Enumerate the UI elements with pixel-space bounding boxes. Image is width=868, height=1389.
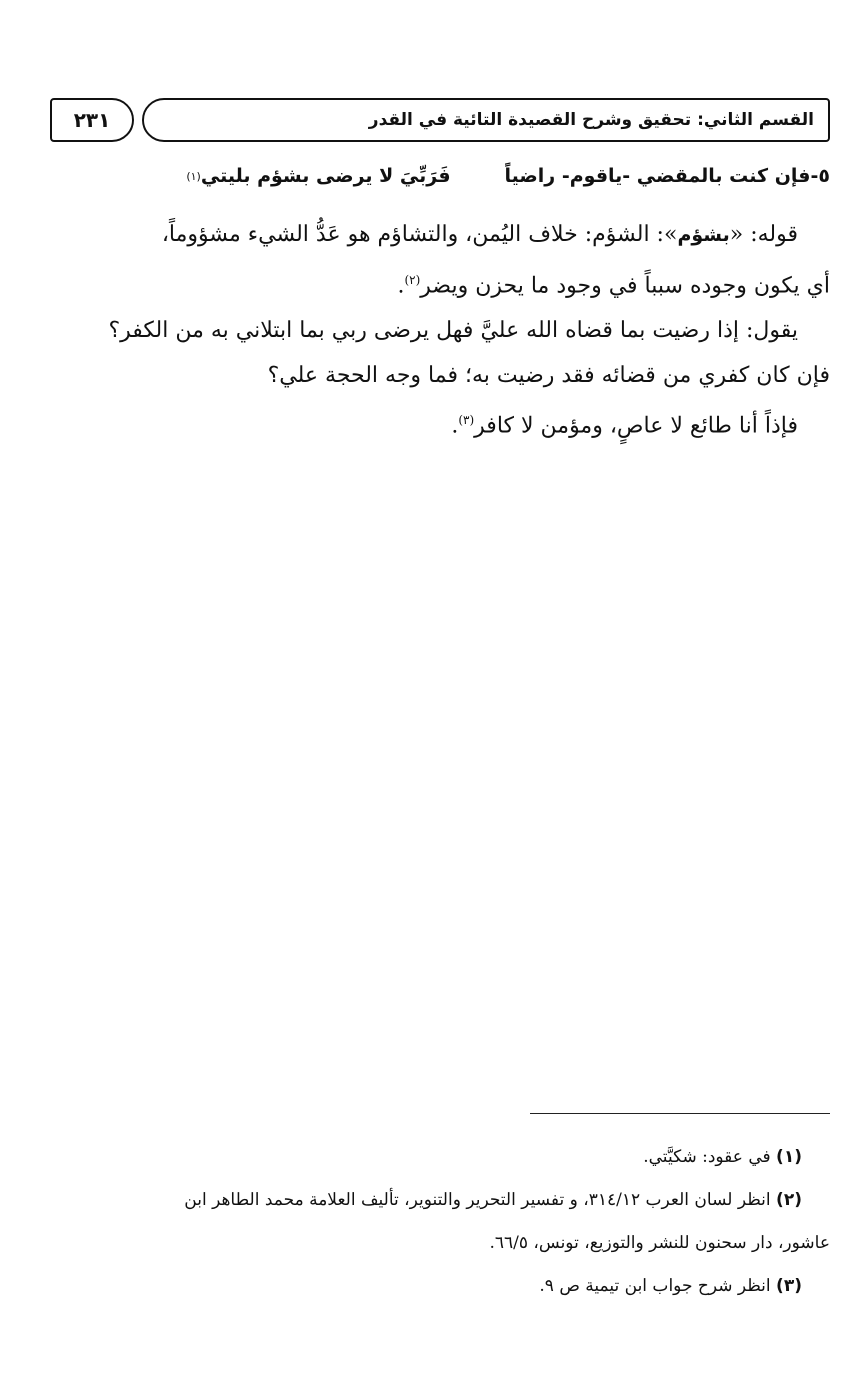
p1-term: بشؤم [677, 224, 730, 246]
verse-line [38, 158, 830, 194]
footnote-3 [38, 1265, 830, 1308]
p2-text: أي يكون وجوده سبباً في وجود ما يحزن ويضر [420, 273, 830, 299]
paragraph-1 [38, 212, 830, 258]
paragraph-2: يقول: إذا رضيت بما قضاه الله عليَّ فهل يرضى ربي بما ابتلاني به من الكفر؟ [108, 318, 798, 344]
p2-end: . [397, 273, 405, 299]
p1-prefix: قوله: « [729, 222, 798, 247]
p1-rest: »: الشؤم: خلاف اليُمن، والتشاؤم هو عَدُّ الشيء مشؤوماً، [161, 222, 678, 247]
page-number: ٢٣١ [73, 108, 111, 132]
footnote-text: انظر لسان العرب ٣١٤/١٢، و تفسير التحرير والتنوير، تأليف العلامة محمد الطاهر ابن [184, 1190, 771, 1210]
footnote-number: (٣) [776, 1276, 802, 1296]
p5-text: فإذاً أنا طائع لا عاصٍ، ومؤمن لا كافر [474, 413, 798, 439]
footnote-2 [38, 1179, 830, 1222]
footnotes [38, 1136, 830, 1308]
body-text [38, 212, 830, 449]
footnote-2-cont [38, 1222, 830, 1265]
footnote-text: عاشور، دار سحنون للنشر والتوزيع، تونس، ٦٦/٥. [489, 1233, 830, 1253]
footnote-ref-2: (٢) [404, 273, 421, 287]
footnote-ref-1: (١) [186, 169, 201, 183]
footnote-number: (١) [776, 1147, 802, 1167]
running-title: القسم الثاني: تحقيق وشرح القصيدة التائية في القدر [368, 110, 814, 130]
page-number-frame [50, 98, 134, 142]
footnote-ref-3: (٣) [458, 413, 475, 428]
paragraph-2-cont: فإن كان كفري من قضائه فقد رضيت به؛ فما وجه الحجة علي؟ [267, 363, 830, 389]
footnote-1 [38, 1136, 830, 1179]
footnote-text: في عقود: شكيَّتي. [643, 1147, 771, 1167]
paragraph-1-cont [38, 258, 830, 308]
verse-first-hemistich: فإن كنت بالمقضي -ياقوم- راضياً [504, 165, 811, 187]
header-title-frame [142, 98, 830, 142]
footnote-number: (٢) [776, 1190, 802, 1210]
p5-end: . [451, 413, 459, 439]
verse-number: ٥- [810, 165, 830, 187]
verse-second-hemistich: فَرَبِّيَ لا يرضى بشؤم بليتي [200, 165, 451, 187]
page-header [50, 98, 830, 146]
footnote-text: انظر شرح جواب ابن تيمية ص ٩. [539, 1276, 771, 1296]
paragraph-3 [38, 398, 830, 448]
footnote-divider [530, 1113, 830, 1114]
